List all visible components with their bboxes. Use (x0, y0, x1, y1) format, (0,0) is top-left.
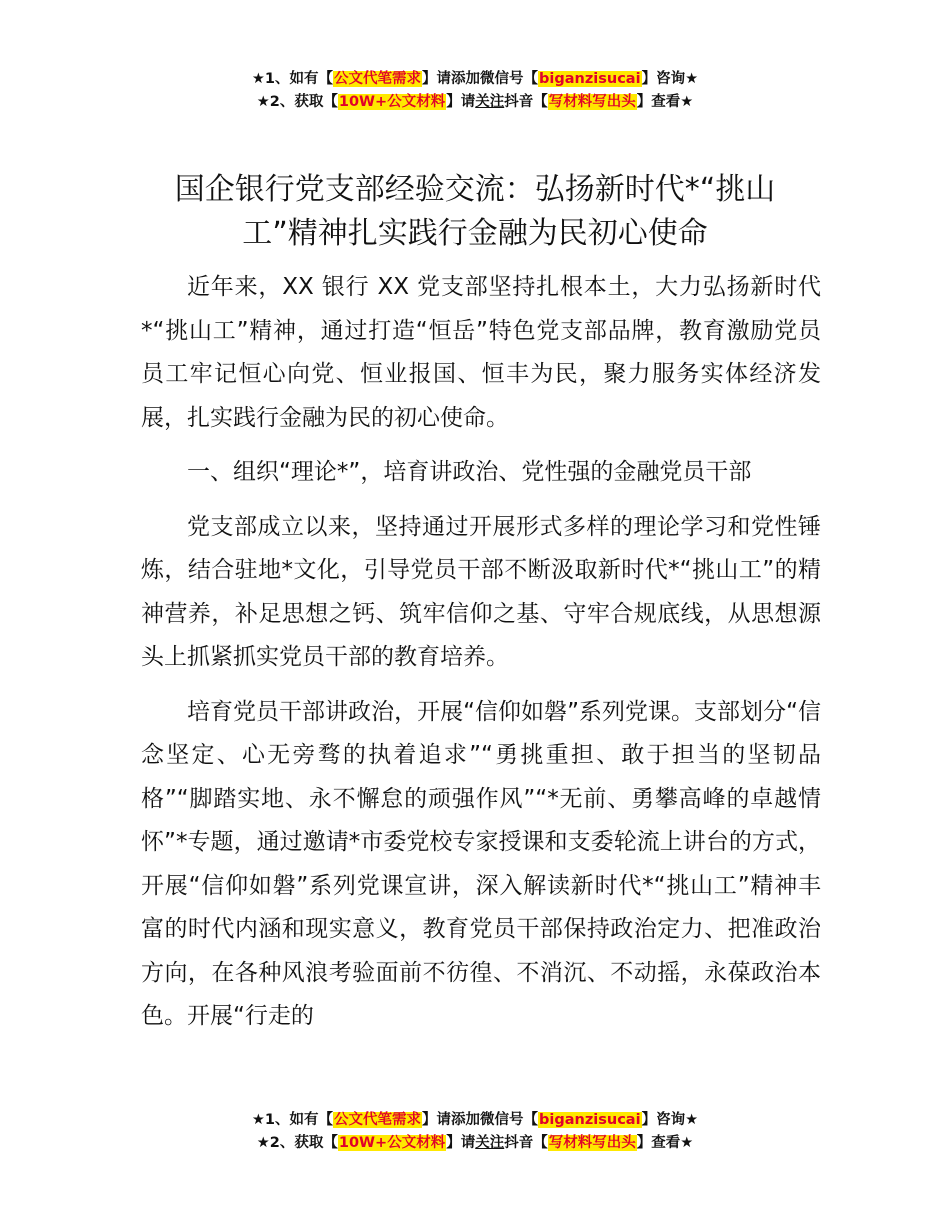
promo-text: 】查看★ (636, 94, 694, 110)
promo-highlight: 公文代笔需求 (334, 1112, 422, 1128)
paragraph-intro: 近年来，XX 银行 XX 党支部坚持扎根本土，大力弘扬新时代*“挑山工”精神，通过打造“恒岳”特色党支部品牌，教育激励党员员工牢记恒心向党、恒业报国、恒丰为民，聚力服务实体经济发展，扎实践行金融为民的初心使命。 (141, 274, 821, 431)
paragraph: 培育党员干部讲政治，开展“信仰如磐”系列党课。支部划分“信念坚定、心无旁骛的执着追求”“勇挑重担、敢于担当的坚韧品格”“脚踏实地、永不懈怠的顽强作风”“*无前、勇攀高峰的卓越情怀”*专题，通过邀请*市委党校专家授课和支委轮流上讲台的方式，开展“信仰如磐”系列党课宣讲，深入解读新时代*“挑山工”精神丰富的时代内涵和现实意义，教育党员干部保持政治定力、把准政治方向，在各种风浪考验面前不彷徨、不消沉、不动摇，永葆政治本色。开展“行走的 (141, 698, 821, 1029)
promo-highlight: 公文代笔需求 (334, 71, 422, 87)
section-heading: 一、组织“理论*”，培育讲政治、党性强的金融党员干部 (187, 459, 752, 485)
promo-line-2 (0, 91, 950, 114)
promo-text: 】查看★ (636, 1135, 694, 1151)
title-line-1: 国企银行党支部经验交流：弘扬新时代*“挑山 (174, 172, 776, 207)
promo-highlight-wechat-id: biganzisucai (539, 1112, 641, 1128)
promo-highlight-wechat-id: biganzisucai (539, 71, 641, 87)
promo-text: ★1、如有【 (251, 1112, 334, 1128)
promo-underlined-text: 关注 (475, 1135, 505, 1151)
document-body (141, 266, 821, 1050)
promo-highlight: 10W+公文材料 (338, 1135, 446, 1151)
promo-text: 】请添加微信号【 (422, 71, 539, 87)
header-promo-banner (0, 68, 950, 114)
promo-underlined-text: 关注 (475, 94, 505, 110)
promo-highlight: 10W+公文材料 (338, 94, 446, 110)
promo-highlight-douyin: 写材料写出头 (548, 94, 636, 110)
promo-highlight-douyin: 写材料写出头 (548, 1135, 636, 1151)
paragraph: 党支部成立以来，坚持通过开展形式多样的理论学习和党性锤炼，结合驻地*文化，引导党员干部不断汲取新时代*“挑山工”的精神营养，补足思想之钙、筑牢信仰之基、守牢合规底线，从思想源头上抓紧抓实党员干部的教育培养。 (141, 513, 821, 670)
promo-text: ★2、获取【 (256, 94, 338, 110)
promo-line-1 (0, 68, 950, 91)
promo-text: 】咨询★ (641, 1112, 699, 1128)
promo-text: 抖音【 (504, 1135, 548, 1151)
title-line-2: 工”精神扎实践行金融为民初心使命 (242, 216, 708, 251)
promo-text: 】请 (446, 94, 476, 110)
promo-text: 抖音【 (504, 94, 548, 110)
promo-line-1 (0, 1109, 950, 1132)
promo-text: 】请添加微信号【 (422, 1112, 539, 1128)
promo-line-2 (0, 1132, 950, 1155)
promo-text: ★2、获取【 (256, 1135, 338, 1151)
promo-text: 】请 (446, 1135, 476, 1151)
promo-text: 】咨询★ (641, 71, 699, 87)
footer-promo-banner (0, 1109, 950, 1155)
document-title (130, 168, 820, 256)
promo-text: ★1、如有【 (251, 71, 334, 87)
